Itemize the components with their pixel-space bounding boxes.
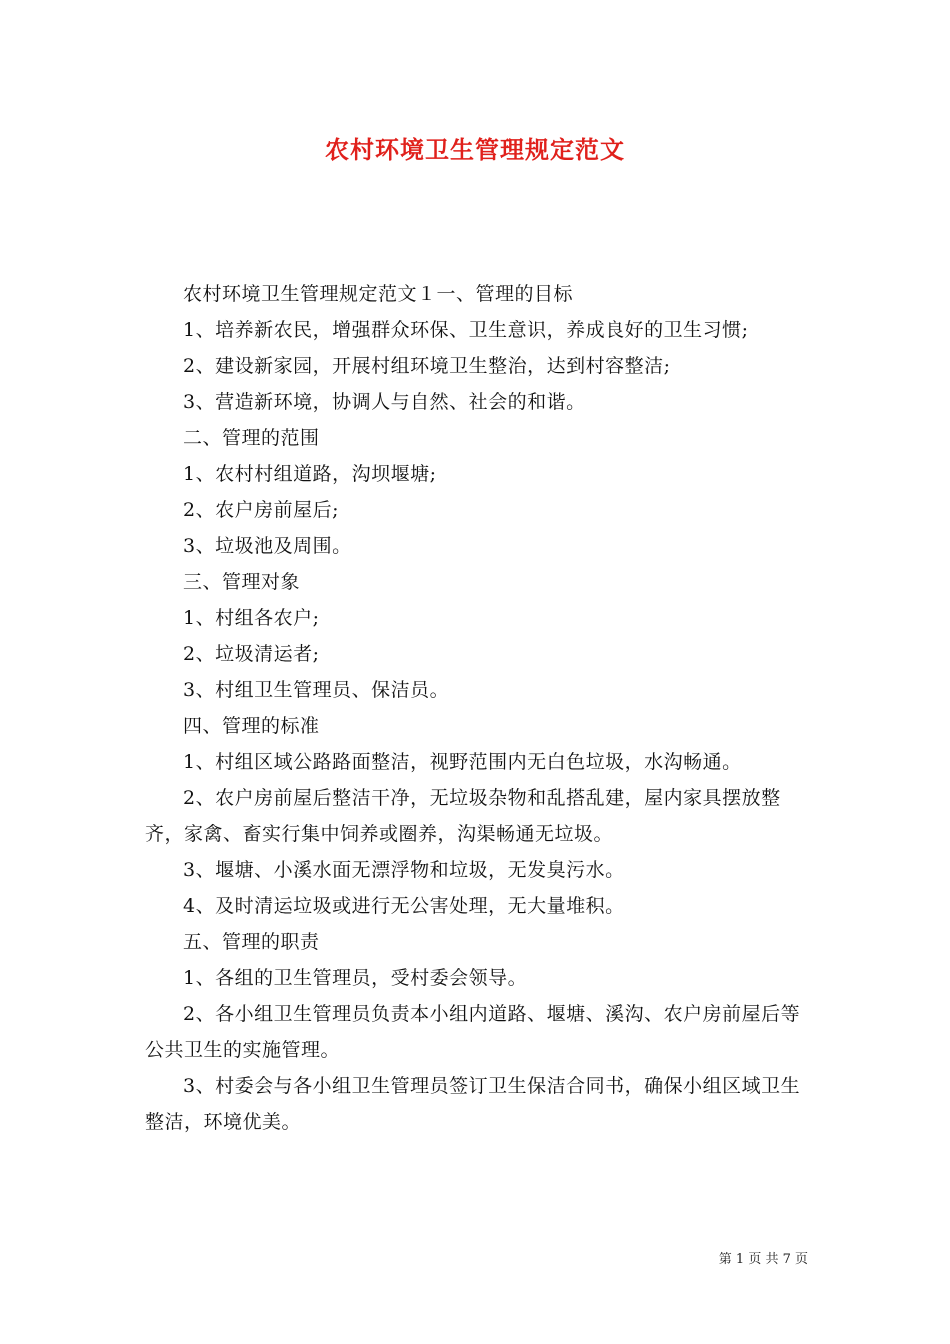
paragraph: 3、村组卫生管理员、保洁员。 bbox=[183, 679, 450, 701]
paragraph: 2、建设新家园，开展村组环境卫生整治，达到村容整洁; bbox=[183, 355, 671, 377]
paragraph: 1、培养新农民，增强群众环保、卫生意识，养成良好的卫生习惯; bbox=[183, 319, 749, 341]
paragraph: 3、垃圾池及周围。 bbox=[183, 535, 352, 557]
section-heading: 三、管理对象 bbox=[183, 571, 301, 593]
paragraph: 1、各组的卫生管理员，受村委会领导。 bbox=[183, 967, 528, 989]
section-heading: 四、管理的标准 bbox=[183, 715, 320, 737]
paragraph: 1、村组区域公路路面整洁，视野范围内无白色垃圾，水沟畅通。 bbox=[183, 751, 742, 773]
paragraph: 2、各小组卫生管理员负责本小组内道路、堰塘、溪沟、农户房前屋后等公共卫生的实施管理。 bbox=[145, 1003, 801, 1061]
paragraph: 3、营造新环境，协调人与自然、社会的和谐。 bbox=[183, 391, 586, 413]
paragraph: 1、农村村组道路，沟坝堰塘; bbox=[183, 463, 437, 485]
document-body bbox=[145, 276, 810, 1140]
paragraph: 1、村组各农户; bbox=[183, 607, 320, 629]
page-number: 第 1 页 共 7 页 bbox=[718, 1252, 808, 1267]
paragraph: 2、农户房前屋后整洁干净，无垃圾杂物和乱搭乱建，屋内家具摆放整齐，家禽、畜实行集中饲养或圈养，沟渠畅通无垃圾。 bbox=[145, 787, 781, 845]
paragraph: 2、垃圾清运者; bbox=[183, 643, 320, 665]
document-title: 农村环境卫生管理规定范文 bbox=[325, 135, 625, 164]
paragraph: 3、村委会与各小组卫生管理员签订卫生保洁合同书，确保小组区域卫生整洁，环境优美。 bbox=[145, 1075, 801, 1133]
paragraph: 农村环境卫生管理规定范文１一、管理的目标 bbox=[183, 283, 574, 305]
paragraph: 2、农户房前屋后; bbox=[183, 499, 339, 521]
section-heading: 二、管理的范围 bbox=[183, 427, 320, 449]
paragraph: 3、堰塘、小溪水面无漂浮物和垃圾，无发臭污水。 bbox=[183, 859, 625, 881]
paragraph: 4、及时清运垃圾或进行无公害处理，无大量堆积。 bbox=[183, 895, 625, 917]
section-heading: 五、管理的职责 bbox=[183, 931, 320, 953]
